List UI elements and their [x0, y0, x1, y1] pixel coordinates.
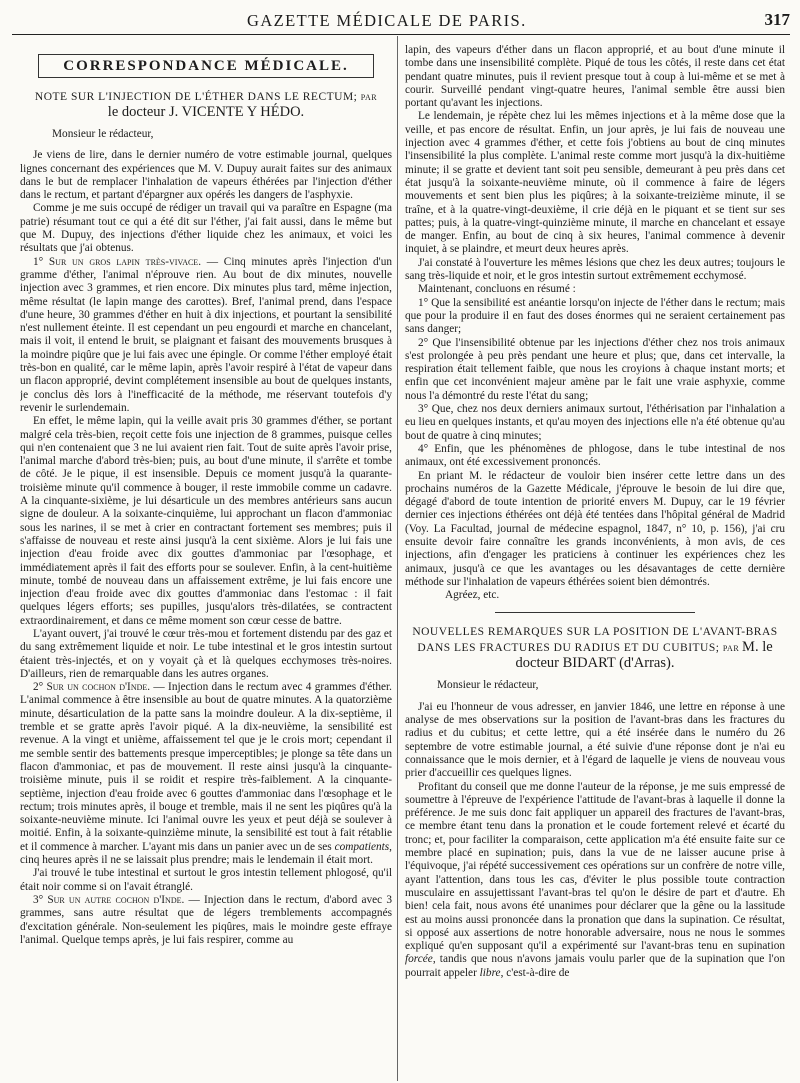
section-title: CORRESPONDANCE MÉDICALE.	[38, 54, 374, 78]
paragraph: Comme je me suis occupé de rédiger un travail qui va paraître en Espagne (ma patrie) résumant tout ce qui a été dit sur l'éther, j'ai fait aussi, dans le même but que M. Dupuy, des injections d'éther liquide chez les animaux, et voici les résultats que j'ai obtenus.	[20, 202, 392, 255]
paragraph: lapin, des vapeurs d'éther dans un flacon approprié, et au bout d'une minute il tombe dans une insensibilité complète. Piqué de tous les côtés, il reste dans cet état pendant quatre minutes, puis il revient presque tout à coup à lui-même et se met à courir. Surveillé pendant vingt-quatre heures, l'animal semble être aussi bien portant qu'avant les injections.	[405, 44, 785, 110]
article-title	[20, 90, 392, 121]
conclusion-item: 3° Que, chez nos deux derniers animaux surtout, l'éthérisation par l'inhalation a eu lieu en quelques instants, et qu'au moyen des injections elle n'a été obtenue qu'au bout de quatre à cinq minutes;	[405, 403, 785, 442]
paragraph: Je viens de lire, dans le dernier numéro de votre estimable journal, quelques lignes concernant des expériences que M. V. Dupuy aurait faites sur des animaux dans le but de remplacer l'inhalation de vapeurs éthérées par l'injection d'éther dans le rectum, et partant d'épargner aux opérés les dangers de l'asphyxie.	[20, 149, 392, 202]
right-column	[405, 44, 785, 1079]
italic-text: libre	[479, 966, 501, 979]
paragraph: J'ai eu l'honneur de vous adresser, en janvier 1846, une lettre en réponse à une analyse de mes observations sur la position de l'avant-bras dans les fractures du radius et du cubitus; et cette lettre, qui a été insérée dans le numéro du 26 septembre de votre estimable journal, a été suivie d'une réponse dont je n'ai eu connaissance que le mois dernier, et à l'égard de laquelle je viens de nouveau vous prier d'accueillir ces quelques lignes.	[405, 700, 785, 780]
conclusion-item: 4° Enfin, que les phénomènes de phlogose, dans le tube intestinal de nos animaux, ont été excessivement prononcés.	[405, 442, 785, 469]
experiment-heading: 2° Sur un cochon d'Inde.	[33, 681, 151, 694]
paragraph	[20, 681, 392, 867]
paragraph-text: — Injection dans le rectum avec 4 grammes d'éther. L'animal commence à être insensible au bout de quatre minutes. A la quatorzième minute, désarticulation de la patte sans la moindre douleur. A la dix-septième, il tremble et se gratte après l'avoir piqué. A la dix-neuvième, la sensibilité est revenue. A la vingt et unième, affaissement tel que je le crois mort; cependant il me semble sentir des battements presque imperceptibles; je plonge sa tête dans un flacon d'ammoniac, et pas de mouvement. Il reste ainsi jusqu'à la cinquante-troisième minute, puis il se roidit et respire très-faiblement. A la cinquante-septième, injection d'eau froide avec 6 gouttes d'ammoniac dans l'œsophage et le rectum; trois minutes après, il bouge et tremble, mais il ne sent les piqûres qu'à la soixante-neuvième minute. Ici l'animal ouvre les yeux et peut déjà se soulever à moitié. Enfin, à la soixante-quinzième minute, la sensibilité est tout à fait rétablie et il commence à marcher. L'ayant mis dans un panier avec un de ses	[20, 681, 392, 853]
journal-title: GAZETTE MÉDICALE DE PARIS.	[247, 11, 527, 30]
salutation: Monsieur le rédacteur,	[437, 679, 539, 692]
paragraph-text: — Injection dans le rectum, d'abord avec 3 grammes, sans autre résultat que de légers tremblements accompagnés d'excitation générale. Non-seulement les piqûres, mais le moindre geste effraye l'animal. Quelque temps après, je lui fais respirer, comme au	[20, 893, 392, 946]
column-divider	[397, 36, 398, 1081]
paragraph: Le lendemain, je répète chez lui les mêmes injections et à la même dose que la veille, et pas encore de résultat. Enfin, un jour après, je lui fais de nouveau une injection avec 4 grammes d'éther, et cette fois j'obtiens au bout de cinq minutes l'insensibilité la plus complète. L'animal reste comme mort jusqu'à la dix-huitième minute; il se gratte et devient tant soit peu sensible, demeurant à peu près dans cet état jusqu'à la soixante-neuvième minute, où il commence à faire de légers mouvements et sent bien plus les piqûres; à la soixante-treizième minute, il se traîne, et à la quatre-vingt-deuxième, il crie déjà en le piquant et se tient sur ses pattes; puis, à la quatre-vingt-quinzième minute, il marche en chancelant et essaye de manger. Enfin, au bout de cinq à six heures, l'animal commence à devenir inquiet, à se plaindre, et meurt deux heures après.	[405, 110, 785, 256]
left-column	[20, 44, 392, 1079]
experiment-heading: 1° Sur un gros lapin très-vivace.	[33, 255, 202, 268]
paragraph	[405, 781, 785, 980]
article-title	[405, 625, 785, 672]
conclusion-item: 1° Que la sensibilité est anéantie lorsqu'on injecte de l'éther dans le rectum; mais que pour la produire il en faut des doses énormes qui ne seraient certainement pas sans danger;	[405, 296, 785, 336]
article-author: le docteur J. VICENTE Y HÉDO.	[107, 104, 305, 120]
italic-text: forcée	[405, 953, 433, 966]
paragraph: En effet, le même lapin, qui la veille avait pris 30 grammes d'éther, se portant malgré cela très-bien, reçoit cette fois une injection de 8 grammes, puisque celles qui n'en contenaient que 3 ne lui avaient rien fait. Tout de suite après l'avoir prise, l'animal marche d'abord très-bien; puis, au bout d'une minute, il s'arrête et tombe de côté. Je le pique, il est insensible. Depuis ce moment jusqu'à la quarante-troisième minute qu'il commence à bouger, il reste immobile comme un cadavre. A la cinquante-sixième, je lui désarticule un des membres antérieurs sans aucun signe de douleur. A la soixante-cinquième, lui approchant un flacon d'ammoniac sous les narines, il se met à crier en contractant fortement ses membres; puis il s'affaisse de nouveau et reste ainsi jusqu'à la cent sixième. Alors je lui fais une injection d'eau froide avec dix gouttes d'ammoniac par l'œsophage, et immédiatement après il fait des efforts pour se soulever. Enfin, à la cent-huitième minute, tombé de nouveau dans un affaissement extrême, je lui fais encore une injection d'eau froide avec dix gouttes d'ammoniac dans l'estomac : il fait quelques légers efforts; ses pupilles, jusqu'alors très-dilatées, se contractent extraordinairement, et dans ce même moment son cœur cesse de battre.	[20, 415, 392, 627]
italic-text: compatients	[334, 840, 390, 853]
page-number: 317	[764, 10, 790, 29]
experiment-heading: 3° Sur un autre cochon d'Inde.	[33, 893, 185, 906]
paragraph: En priant M. le rédacteur de vouloir bien insérer cette lettre dans un des prochains numéros de la Gazette Médicale, j'éprouve le besoin de lui dire que, dégagé d'abord de toute intention de priorité envers M. Dupuy, car le 19 février dernier ces injections éthérées ont déjà été tentées dans l'hôpital général de Madrid (Voy. La Facultad, journal de médecine espagnol, 1847, n° 10, p. 156), j'ai cru ensuite devoir faire connaître les grands inconvénients, à mon avis, de ces injections, afin d'engager les praticiens à continuer les expériences chez les animaux, jusqu'à ce que les avantages ou les désavantages de cette dernière méthode sur l'inhalation de vapeurs éthérées soient bien démontrés.	[405, 469, 785, 588]
article-title-lead: NOTE SUR L'INJECTION DE L'ÉTHER DANS LE RECTUM; par	[34, 91, 378, 103]
page-header	[12, 10, 790, 35]
paragraph-text: Profitant du conseil que me donne l'auteur de la réponse, je me suis empressé de soumettre à l'épreuve de l'expérience l'attitude de l'avant-bras à laquelle il donne la préférence. Je me suis donc fait appliquer un appareil des fractures de l'avant-bras, ce membre étant tenu dans la pronation et le coude fortement relevé et écarté du tronc; et, pour faciliter la comparaison, cette application m'a été ensuite faite sur ce membre placé en supination; puis, dans la vue de ne laisser aucune prise à l'équivoque, j'ai répété successivement ces opérations sur un confrère de notre ville, ayant l'attention, dans tous les cas, d'éviter le plus possible toute contraction musculaire en assujettissant l'avant-bras tel qu'on le désire de part et d'autre. Eh bien! cela fait, nous avons été unanimes pour déclarer que la gêne ou la lassitude est au moins aussi prononcée dans la pronation que dans la supination. Ce résultat, si opposé aux assertions de notre honorable adversaire, nous ne nous le sommes expliqué qu'en supposant qu'il a expérimenté sur l'avant-bras tenu en supination	[405, 780, 785, 953]
paragraph	[20, 256, 392, 416]
paragraph: J'ai trouvé le tube intestinal et surtout le gros intestin tellement phlogosé, qu'il était noir comme si on l'avait étranglé.	[20, 867, 392, 893]
article-separator	[495, 612, 695, 613]
paragraph: J'ai constaté à l'ouverture les mêmes lésions que chez les deux autres; toujours le sang très-liquide et noir, et le gros intestin surtout extrêmement ecchymosé.	[405, 256, 785, 283]
article-author: M. le docteur BIDART (d'Arras).	[515, 639, 773, 672]
paragraph: L'ayant ouvert, j'ai trouvé le cœur très-mou et fortement distendu par des gaz et du sang extrêmement liquide et noir. Le tube intestinal et le gros intestin surtout étaient très-injectés, et on y voyait çà et là quelques ecchymoses très-noires. D'ailleurs, rien de remarquable dans les autres organes.	[20, 627, 392, 680]
paragraph: Maintenant, concluons en résumé :	[418, 283, 576, 296]
article-title-lead: NOUVELLES REMARQUES SUR LA POSITION DE L'AVANT-BRAS DANS LES FRACTURES DU RADIUS ET DU CUBITUS; par	[412, 626, 778, 655]
paragraph	[20, 894, 392, 947]
salutation: Monsieur le rédacteur,	[52, 128, 154, 140]
conclusion-item: 2° Que l'insensibilité obtenue par les injections d'éther chez nos trois animaux s'est prolongée à peu près pendant une heure et plus; que, dans cet intervalle, la respiration était tellement faible, que nous les croyions à chaque instant morts; et enfin que cet inconvénient majeur amène par le fait une vraie asphyxie, comme nous l'a démontré du reste l'état du sang;	[405, 336, 785, 402]
paragraph-text: — Cinq minutes après l'injection d'un gramme d'éther, l'animal n'éprouve rien. Au bout de dix minutes, nouvelle injection avec 3 grammes, et rien encore. Dix minutes plus tard, même injection, même résultat (le lapin mange des carottes). Bref, l'animal prend, dans l'espace d'une heure, 30 grammes d'éther en huit à dix injections, et pourtant la sensibilité n'est nullement éteinte. Il est cependant un peu engourdi et marche en chancelant, mais il voit, il entend le bruit, se plaignant et faisant des mouvements brusques à la moindre piqûre que je lui fais avec une épingle. Or comme l'éther employé était très-bon en qualité, car le même lapin, après l'avoir respiré à l'état de vapeur dans un flacon approprié, devint complétement insensible au bout de quelques instants, je conclus dès lors à l'inefficacité de la méthode, me réservant toutefois d'y revenir le surlendemain.	[20, 255, 392, 414]
closing: Agréez, etc.	[445, 589, 500, 602]
paragraph-text: , tandis que nous n'avons jamais voulu parler que de la supination que l'on pourrait appeler	[405, 953, 785, 979]
paragraph-text: , c'est-à-dire de	[500, 966, 570, 979]
paragraph-text: , cinq heures après il ne se laissait plus prendre; mais le lendemain il était mort.	[20, 840, 392, 867]
